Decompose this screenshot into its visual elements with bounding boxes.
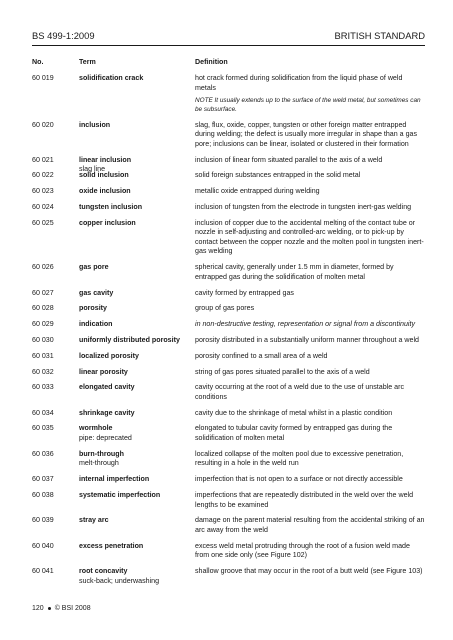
entry-term (79, 263, 194, 273)
page-header (32, 30, 425, 46)
entry-definition: imperfections that are repeatedly distributed in the weld over the weld lengths to be examined (195, 490, 414, 509)
term-entry (32, 155, 425, 174)
entry-definition: group of gas pores (195, 304, 255, 313)
entry-term (79, 567, 194, 586)
entry-number: 60 026 (32, 263, 54, 272)
entry-definition: solid foreign substances entrapped in the solid metal (195, 171, 361, 180)
entry-definition: damage on the parent material resulting from the accidental striking of an arc away from the weld (195, 516, 425, 534)
entry-number: 60 038 (32, 490, 54, 499)
term-name: excess penetration (79, 541, 144, 550)
term-entry (32, 74, 425, 114)
entry-term (79, 187, 194, 197)
entry-definition: inclusion of linear form situated parallel to the axis of a weld (195, 155, 383, 164)
term-entry (32, 542, 425, 561)
term-synonym: suck-back; underwashing (79, 576, 160, 585)
entry-definition: spherical cavity, generally under 1.5 mm in diameter, formed by entrapped gas during the solidification of molten metal (195, 263, 394, 281)
entry-number: 60 025 (32, 218, 54, 227)
entry-term (79, 352, 194, 362)
page-footer (32, 605, 91, 612)
entry-number: 60 029 (32, 320, 54, 329)
column-no: No. (32, 58, 44, 66)
term-list (32, 74, 425, 583)
term-name: porosity (79, 304, 107, 313)
entry-term (79, 336, 194, 346)
entry-definition: porosity confined to a small area of a weld (195, 351, 328, 360)
term-entry (32, 320, 425, 330)
entry-term (79, 475, 194, 485)
page-number: 120 (32, 605, 44, 612)
term-synonym: pipe: deprecated (79, 434, 132, 443)
term-entry (32, 567, 425, 585)
term-entry (32, 475, 425, 485)
term-name: linear inclusion (79, 155, 132, 164)
column-term: Term (79, 58, 96, 66)
term-entry (32, 203, 425, 213)
entry-term (79, 304, 194, 314)
term-name: solidification crack (79, 74, 144, 82)
term-synonym: melt-through (79, 459, 119, 468)
entry-definition: string of gas pores situated parallel to the axis of a weld (195, 367, 370, 376)
term-entry (32, 450, 425, 469)
entry-definition: porosity distributed in a substantially uniform manner throughout a weld (195, 335, 419, 344)
entry-definition: localized collapse of the molten pool due to excessive penetration, resulting in a hole in the weld run (195, 449, 404, 468)
term-name: systematic imperfection (79, 490, 161, 499)
term-name: localized porosity (79, 351, 139, 360)
entry-definition: inclusion of copper due to the accidental melting of the contact tube or nozzle in self-adjusting and controlled-arc welding, or to pick-up by contact between the copper nozzle and the molten pool in tungsten inert-gas welding (195, 218, 424, 256)
term-name: shrinkage cavity (79, 408, 135, 417)
term-name: stray arc (79, 516, 109, 525)
entry-number: 60 027 (32, 288, 54, 297)
entry-definition: hot crack formed during solidification from the liquid phase of weld metals (195, 74, 403, 92)
entry-term (79, 219, 194, 229)
entry-note: NOTE It usually extends up to the surface of the weld metal, but sometimes can be subsurface. (195, 97, 421, 113)
entry-definition: inclusion of tungsten from the electrode in tungsten inert-gas welding (195, 202, 412, 211)
entry-term (79, 368, 194, 378)
term-name: inclusion (79, 120, 111, 129)
term-entry (32, 516, 425, 535)
entry-definition: shallow groove that may occur in the root of a butt weld (see Figure 103) (195, 567, 423, 576)
standard-number: BS 499-1:2009 (32, 30, 95, 41)
entry-term (79, 171, 194, 181)
term-name: solid inclusion (79, 171, 129, 180)
entry-number: 60 034 (32, 408, 54, 417)
entry-term (79, 491, 194, 501)
entry-number: 60 019 (32, 74, 54, 82)
entry-number: 60 032 (32, 367, 54, 376)
entry-definition: excess weld metal protruding through the root of a fusion weld made from one side only (see Figure 102) (195, 541, 410, 560)
entry-term (79, 424, 194, 443)
term-name: gas pore (79, 263, 109, 272)
entry-term (79, 121, 194, 131)
entry-term (79, 320, 194, 330)
term-entry (32, 352, 425, 362)
copyright: © BSI 2008 (54, 605, 91, 612)
entry-number: 60 031 (32, 351, 54, 360)
entry-definition: in non-destructive testing, representation or signal from a discontinuity (195, 320, 416, 329)
term-name: oxide inclusion (79, 187, 131, 196)
entry-number: 60 039 (32, 516, 54, 525)
standard-name: BRITISH STANDARD (334, 30, 425, 41)
entry-number: 60 022 (32, 171, 54, 180)
entry-number: 60 040 (32, 541, 54, 550)
entry-definition: slag, flux, oxide, copper, tungsten or other foreign matter entrapped during welding; the defect is usually more irregular in shape than a gas pore; inclusions can be linear, isolated or clustered in their formation (195, 120, 418, 148)
term-entry (32, 368, 425, 378)
entry-number: 60 033 (32, 383, 54, 392)
bullet-icon (48, 607, 51, 610)
term-entry (32, 409, 425, 419)
entry-number: 60 035 (32, 424, 54, 433)
term-name: wormhole (79, 424, 113, 433)
entry-number: 60 021 (32, 155, 54, 164)
term-name: indication (79, 320, 113, 329)
term-entry (32, 219, 425, 257)
term-entry (32, 121, 425, 150)
entry-term (79, 516, 194, 526)
entry-definition: cavity formed by entrapped gas (195, 288, 294, 297)
entry-number: 60 036 (32, 449, 54, 458)
term-name: elongated cavity (79, 383, 135, 392)
term-name: gas cavity (79, 288, 114, 297)
term-entry (32, 383, 425, 402)
term-name: tungsten inclusion (79, 202, 143, 211)
entry-term (79, 450, 194, 469)
term-name: uniformly distributed porosity (79, 335, 180, 344)
entry-term (79, 289, 194, 299)
entry-definition: cavity occurring at the root of a weld due to the use of unstable arc conditions (195, 383, 404, 401)
term-entry (32, 424, 425, 443)
entry-term (79, 74, 194, 84)
column-headers (32, 58, 425, 70)
entry-definition: cavity due to the shrinkage of metal whilst in a plastic condition (195, 408, 393, 417)
term-name: copper inclusion (79, 218, 136, 227)
entry-definition: metallic oxide entrapped during welding (195, 187, 320, 196)
column-definition: Definition (195, 58, 228, 66)
entry-term (79, 383, 194, 393)
entry-number: 60 041 (32, 567, 54, 576)
header-rule (32, 45, 425, 46)
term-entry (32, 187, 425, 197)
entry-number: 60 024 (32, 202, 54, 211)
entry-term (79, 409, 194, 419)
term-entry (32, 304, 425, 314)
entry-term (79, 542, 194, 552)
entry-number: 60 037 (32, 475, 54, 484)
term-name: internal imperfection (79, 475, 150, 484)
term-name: burn-through (79, 449, 124, 458)
term-entry (32, 263, 425, 282)
entry-definition: elongated to tubular cavity formed by entrapped gas during the solidification of molten metal (195, 424, 393, 443)
term-entry (32, 289, 425, 299)
term-name: root concavity (79, 567, 128, 576)
term-synonym: slag line (79, 165, 106, 174)
entry-term (79, 203, 194, 213)
term-entry (32, 171, 425, 181)
entry-number: 60 023 (32, 187, 54, 196)
entry-definition: imperfection that is not open to a surface or not directly accessible (195, 475, 403, 484)
entry-number: 60 020 (32, 120, 54, 129)
term-entry (32, 491, 425, 510)
term-name: linear porosity (79, 367, 128, 376)
entry-number: 60 030 (32, 335, 54, 344)
entry-number: 60 028 (32, 304, 54, 313)
term-entry (32, 336, 425, 346)
